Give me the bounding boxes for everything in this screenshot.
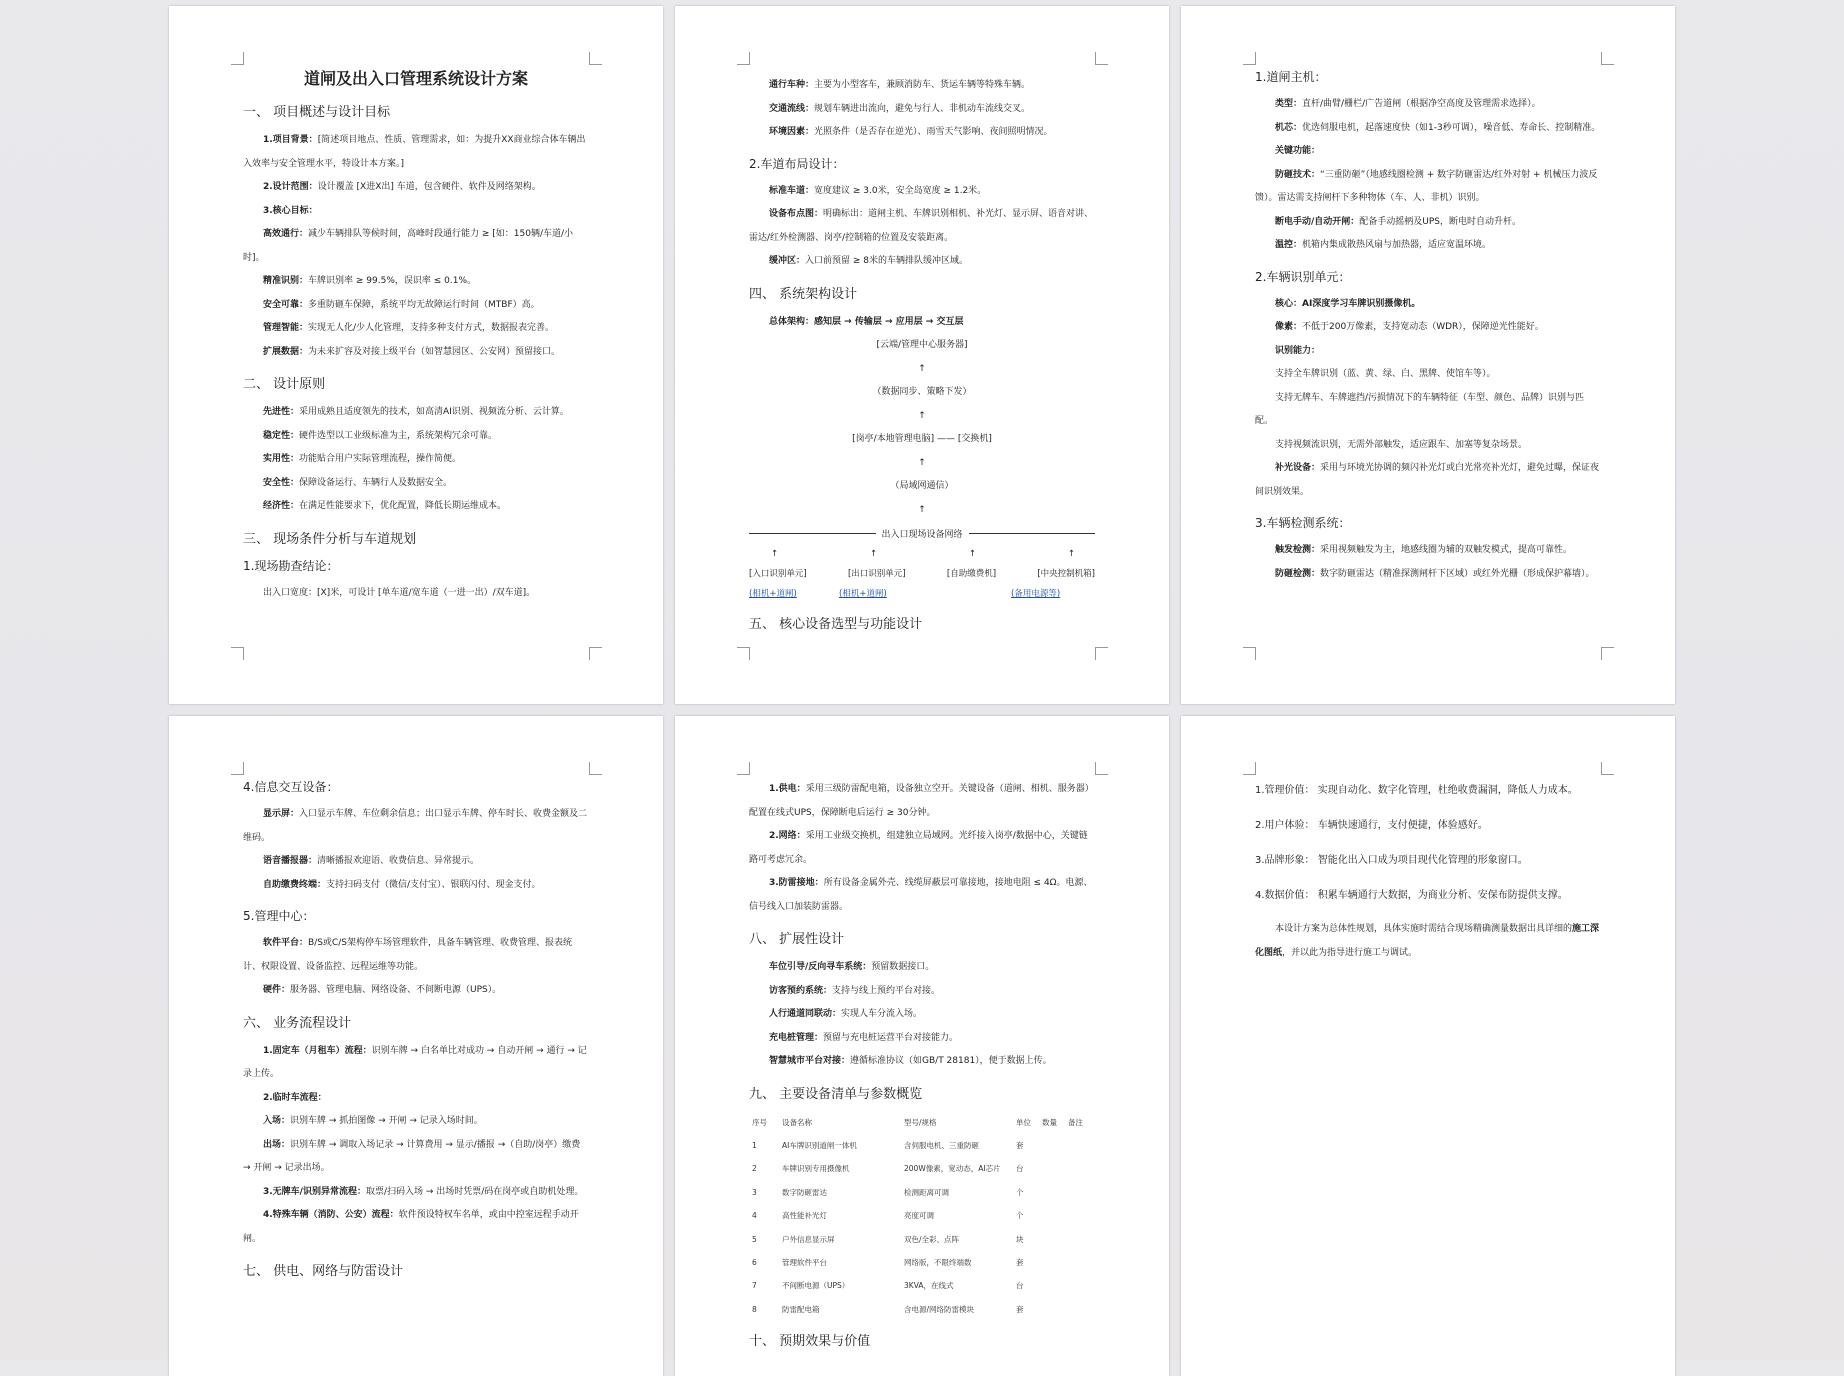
table-row [749, 1204, 1095, 1227]
control-cabinet-unit[interactable]: [中央控制机箱] [1037, 569, 1095, 579]
arch-sync-label[interactable]: （数据同步、策略下发） [872, 387, 972, 397]
paragraph[interactable]: 通行车种：主要为小型客车，兼顾消防车、货运车辆等特殊车辆。 [769, 80, 1031, 90]
paragraph[interactable]: 3.无牌车/识别异常流程：取票/扫码入场 → 出场时凭票/码在岗亭或自助机处理。 [263, 1186, 584, 1197]
arch-sub-row [749, 584, 1095, 604]
margin-corner [231, 647, 244, 660]
paragraph[interactable]: 访客预约系统：支持与线上预约平台对接。 [769, 985, 941, 996]
margin-corner [1243, 762, 1256, 775]
table-cell[interactable] [1039, 1227, 1065, 1250]
paragraph[interactable]: 2.用户体验： 车辆快速通行，支付便捷，体验感好。 [1255, 820, 1488, 831]
margin-corner [1601, 52, 1614, 65]
section-heading[interactable]: 八、 扩展性设计 [749, 932, 845, 947]
paragraph[interactable]: 机芯：优选伺服电机，起落速度快（如1-3秒可调），噪音低、寿命长、控制精准。 [1275, 122, 1601, 133]
table-cell[interactable]: 5 [752, 1234, 757, 1244]
table-cell[interactable] [1039, 1251, 1065, 1274]
paragraph[interactable]: 缓冲区：入口前预留 ≥ 8米的车辆排队缓冲区域。 [769, 256, 969, 266]
table-row [749, 1227, 1095, 1250]
table-cell[interactable]: 网络版，不限终端数 [904, 1258, 972, 1268]
table-cell[interactable]: 含伺服电机、三重防砸 [904, 1141, 979, 1151]
paragraph[interactable]: 像素：不低于200万像素，支持宽动态（WDR），保障逆光性能好。 [1275, 322, 1544, 332]
paragraph[interactable]: 经济性：在满足性能要求下，优化配置，降低长期运维成本。 [263, 501, 507, 511]
paragraph[interactable]: 3.品牌形象： 智能化出入口成为项目现代化管理的形象窗口。 [1255, 855, 1528, 866]
section-heading[interactable]: 七、 供电、网络与防雷设计 [243, 1264, 404, 1279]
arch-units-row [749, 564, 1095, 584]
control-cabinet-detail[interactable]: (备用电源等) [1011, 589, 1061, 599]
table-cell[interactable]: 3 [752, 1187, 757, 1197]
table-header[interactable]: 序号 [752, 1117, 767, 1127]
paragraph[interactable]: 温控：机箱内集成散热风扇与加热器，适应宽温环境。 [1275, 240, 1492, 250]
margin-corner [1601, 762, 1614, 775]
paragraph[interactable]: 类型：直杆/曲臂/栅栏/广告道闸（根据净空高度及管理需求选择）。 [1275, 99, 1541, 109]
paragraph[interactable]: 支持无牌车、车牌遮挡/污损情况下的车辆特征（车型、颜色、品牌）识别与匹配。 [1255, 392, 1585, 426]
equipment-table [749, 1111, 1095, 1322]
section-heading[interactable]: 五、 核心设备选型与功能设计 [749, 617, 923, 632]
margin-corner [589, 762, 602, 775]
paragraph[interactable]: 人行通道同联动：实现人车分流入场。 [769, 1009, 923, 1019]
table-header[interactable]: 单位 [1016, 1117, 1031, 1127]
margin-corner [737, 762, 750, 775]
section-heading[interactable]: 二、 设计原则 [243, 377, 326, 392]
table-cell[interactable] [1065, 1157, 1095, 1180]
table-cell[interactable]: 4 [752, 1211, 757, 1221]
arch-network-line [749, 522, 1095, 544]
arch-network-label[interactable]: 出入口现场设备网络 [881, 529, 963, 540]
document-page-3 [1181, 6, 1675, 704]
table-cell[interactable]: 高性能补光灯 [782, 1211, 827, 1221]
arch-booth-switch[interactable]: [岗亭/本地管理电脑] —— [交换机] [852, 434, 992, 444]
table-cell[interactable] [1065, 1181, 1095, 1204]
table-cell[interactable]: 数字防砸雷达 [782, 1187, 827, 1197]
kiosk-unit[interactable]: [自助缴费机] [946, 569, 997, 579]
table-cell[interactable] [1065, 1298, 1095, 1321]
margin-corner [737, 647, 750, 660]
table-cell[interactable]: AI车牌识别道闸一体机 [782, 1141, 857, 1151]
paragraph[interactable]: 扩展数据：为未来扩容及对接上级平台（如智慧园区、公安网）预留接口。 [263, 346, 561, 357]
paragraph[interactable]: 2.设计范围：设计覆盖 [X进X出] 车道，包含硬件、软件及网络架构。 [263, 182, 541, 192]
table-cell[interactable]: 套 [1016, 1304, 1024, 1314]
table-cell[interactable] [1039, 1134, 1065, 1157]
table-cell[interactable] [1039, 1181, 1065, 1204]
table-cell[interactable]: 检测距离可调 [904, 1187, 949, 1197]
paragraph[interactable]: 车位引导/反向寻车系统：预留数据接口。 [769, 962, 935, 972]
arch-arrow: ↑ [918, 504, 926, 515]
table-cell[interactable] [1065, 1274, 1095, 1297]
entry-unit-detail[interactable]: (相机+道闸) [749, 589, 797, 599]
entry-unit[interactable]: [入口识别单元] [749, 569, 807, 579]
paragraph[interactable]: 核心：AI深度学习车牌识别摄像机。 [1275, 298, 1421, 309]
table-cell[interactable]: 套 [1016, 1258, 1024, 1268]
paragraph[interactable]: 1.管理价值： 实现自动化、数字化管理，杜绝收费漏洞，降低人力成本。 [1255, 785, 1578, 796]
table-header[interactable]: 型号/规格 [904, 1117, 937, 1127]
margin-corner [589, 52, 602, 65]
paragraph[interactable]: 识别能力： [1275, 345, 1321, 356]
paragraph[interactable]: 管理智能：实现无人化/少人化管理，支持多种支付方式，数据报表完善。 [263, 323, 555, 333]
table-cell[interactable]: 7 [752, 1281, 757, 1291]
arch-arrow: ↑ [918, 457, 926, 468]
subsection-heading[interactable]: 1.道闸主机： [1255, 70, 1327, 84]
table-cell[interactable]: 防雷配电箱 [782, 1304, 820, 1314]
table-cell[interactable]: 车牌识别专用摄像机 [782, 1164, 850, 1174]
paragraph[interactable]: 安全性：保障设备运行、车辆行人及数据安全。 [263, 477, 453, 488]
arch-lan-label[interactable]: （局域网通信） [890, 481, 954, 491]
table-row [749, 1274, 1095, 1297]
paragraph[interactable]: 补光设备：采用与环境光协调的频闪补光灯或白光常亮补光灯，避免过曝，保证夜间识别效果。 [1255, 463, 1600, 497]
table-header[interactable]: 设备名称 [782, 1117, 812, 1127]
margin-corner [231, 52, 244, 65]
margin-corner [1601, 647, 1614, 660]
arch-cloud-server[interactable]: [云端/管理中心服务器] [876, 340, 968, 350]
table-row [749, 1181, 1095, 1204]
subsection-heading[interactable]: 5.管理中心： [243, 909, 315, 923]
paragraph[interactable]: 4.数据价值： 积累车辆通行大数据，为商业分析、安保布防提供支撑。 [1255, 890, 1568, 901]
table-cell[interactable] [1065, 1134, 1095, 1157]
paragraph[interactable]: 总体架构：感知层 → 传输层 → 应用层 → 交互层 [769, 316, 964, 327]
paragraph[interactable]: 标准车道：宽度建议 ≥ 3.0米，安全岛宽度 ≥ 1.2米。 [769, 185, 987, 196]
table-cell[interactable] [1065, 1227, 1095, 1250]
table-cell[interactable] [1065, 1204, 1095, 1227]
margin-corner [737, 52, 750, 65]
paragraph[interactable]: 1.供电：采用三级防雷配电箱，设备独立空开。关键设备（道闸、相机、服务器）配置在线式UPS，保障断电后运行 ≥ 30分钟。 [749, 784, 1094, 818]
margin-corner [231, 762, 244, 775]
paragraph[interactable]: 自助缴费终端：支持扫码支付（微信/支付宝）、银联闪付、现金支付。 [263, 879, 541, 890]
table-cell[interactable]: 2 [752, 1164, 757, 1174]
paragraph[interactable]: 软件平台：B/S或C/S架构停车场管理软件，具备车辆管理、收费管理、报表统计、权限设置、设备监控、远程运维等功能。 [243, 938, 572, 972]
document-page-5 [675, 716, 1169, 1376]
paragraph[interactable]: 1.固定车（月租车）流程：识别车牌 → 白名单比对成功 → 自动开闸 → 通行 → 记录上传。 [243, 1045, 587, 1079]
paragraph[interactable]: 实用性：功能贴合用户实际管理流程，操作简便。 [263, 454, 462, 464]
table-cell[interactable]: 3KVA，在线式 [904, 1281, 954, 1291]
section-heading[interactable]: 三、 现场条件分析与车道规划 [243, 531, 417, 547]
paragraph[interactable]: 防砸技术：“三重防砸”（地感线圈检测 + 数字防砸雷达/红外对射 + 机械压力波反馈）。雷达需支持闸杆下多种物体（车、人、非机）识别。 [1255, 169, 1598, 203]
paragraph[interactable]: 支持视频流识别，无需外部触发，适应跟车、加塞等复杂场景。 [1275, 439, 1528, 450]
table-header-row [749, 1111, 1095, 1134]
subsection-heading[interactable]: 2.车辆识别单元： [1255, 269, 1351, 284]
section-heading[interactable]: 六、 业务流程设计 [243, 1015, 352, 1031]
table-cell[interactable]: 含电源/网络防雷模块 [904, 1304, 975, 1314]
arch-arrows-row: ↑ ↑ ↑ ↑ [771, 549, 1075, 559]
paragraph[interactable]: 显示屏：入口显示车牌、车位剩余信息；出口显示车牌、停车时长、收费金额及二维码。 [243, 809, 588, 843]
table-cell[interactable]: 块 [1016, 1234, 1024, 1244]
table-cell[interactable]: 双色/全彩、点阵 [904, 1234, 960, 1244]
paragraph[interactable]: 稳定性：硬件选型以工业级标准为主，系统架构冗余可靠。 [263, 430, 498, 441]
table-header[interactable]: 数量 [1042, 1117, 1057, 1127]
paragraph[interactable]: 出入口宽度：[X]米，可设计 [单车道/宽车道（一进一出）/双车道]。 [263, 587, 536, 598]
exit-unit-detail[interactable]: (相机+道闸) [839, 589, 887, 599]
table-cell[interactable]: 台 [1016, 1164, 1024, 1174]
paragraph[interactable]: 安全可靠：多重防砸车保障，系统平均无故障运行时间（MTBF）高。 [263, 299, 540, 310]
table-cell[interactable]: 个 [1016, 1211, 1024, 1221]
section-heading[interactable]: 一、 项目概述与设计目标 [243, 105, 391, 120]
paragraph[interactable]: 断电手动/自动开闸：配备手动摇柄及UPS，断电时自动升杆。 [1275, 216, 1522, 227]
margin-corner [1095, 52, 1108, 65]
exit-unit[interactable]: [出口识别单元] [847, 569, 906, 579]
document-page-2 [675, 6, 1169, 704]
paragraph[interactable]: 交通流线：规划车辆进出流向，避免与行人、非机动车流线交叉。 [769, 103, 1031, 114]
document-page-6 [1181, 716, 1675, 1376]
margin-corner [1243, 647, 1256, 660]
table-cell[interactable]: 个 [1016, 1187, 1024, 1197]
paragraph[interactable]: 2.临时车流程： [263, 1092, 327, 1103]
table-cell[interactable]: 6 [752, 1258, 757, 1268]
document-title[interactable]: 道闸及出入口管理系统设计方案 [303, 69, 528, 88]
margin-corner [589, 647, 602, 660]
paragraph[interactable]: 智慧城市平台对接：遵循标准协议（如GB/T 28181），便于数据上传。 [769, 1056, 1052, 1066]
subsection-heading[interactable]: 3.车辆检测系统： [1255, 516, 1351, 530]
paragraph[interactable]: 防砸检测：数字防砸雷达（精准探测闸杆下区域）或红外光栅（形成保护幕墙）。 [1275, 568, 1595, 579]
subsection-heading[interactable]: 1.现场勘查结论： [243, 558, 339, 573]
section-heading[interactable]: 十、 预期效果与价值 [749, 1334, 871, 1350]
table-cell[interactable]: 1 [752, 1141, 757, 1151]
closing-paragraph[interactable]: 本设计方案为总体性规划，具体实施时需结合现场精确测量数据出具详细的施工深化图纸，并以此为指导进行施工与调试。 [1255, 924, 1600, 958]
arch-arrow: ↑ [918, 410, 926, 421]
paragraph[interactable]: 支持全车牌识别（蓝、黄、绿、白、黑牌、使馆车等）。 [1275, 369, 1496, 379]
table-row [749, 1134, 1095, 1157]
paragraph[interactable]: 2.网络：采用工业级交换机，组建独立局域网。光纤接入岗亭/数据中心，关键链路可考虑冗余。 [749, 831, 1088, 865]
table-cell[interactable]: 套 [1016, 1141, 1024, 1151]
document-page-4 [169, 716, 663, 1376]
table-cell[interactable]: 8 [752, 1304, 757, 1314]
paragraph[interactable]: 精准识别：车牌识别率 ≥ 99.5%，误识率 ≤ 0.1%。 [263, 276, 476, 286]
table-cell[interactable]: 不间断电源（UPS） [782, 1281, 850, 1291]
subsection-heading[interactable]: 4.信息交互设备： [243, 780, 339, 794]
section-heading[interactable]: 九、 主要设备清单与参数概览 [749, 1086, 923, 1102]
table-cell[interactable] [1039, 1274, 1065, 1297]
table-row [749, 1298, 1095, 1321]
paragraph[interactable]: 出场：识别车牌 → 调取入场记录 → 计算费用 → 显示/播报 →（自助/岗亭）缴费 → 开闸 → 记录出场。 [243, 1139, 581, 1173]
paragraph[interactable]: 3.核心目标： [263, 205, 318, 216]
table-row [749, 1157, 1095, 1180]
paragraph[interactable]: 环境因素：光照条件（是否存在逆光）、雨雪天气影响、夜间照明情况。 [769, 127, 1053, 137]
paragraph[interactable]: 充电桩管理：预留与充电桩运营平台对接能力。 [769, 1032, 959, 1043]
paragraph[interactable]: 1.项目背景：[简述项目地点、性质、管理需求，如：为提升XX商业综合体车辆出入效率与安全管理水平，特设计本方案。] [243, 135, 586, 169]
margin-corner [1095, 647, 1108, 660]
section-heading[interactable]: 四、 系统架构设计 [749, 286, 858, 302]
document-page-1 [169, 6, 663, 704]
subsection-heading[interactable]: 2.车道布局设计： [749, 156, 845, 171]
table-row [749, 1251, 1095, 1274]
paragraph[interactable]: 触发检测：采用视频触发为主，地感线圈为辅的双触发模式，提高可靠性。 [1275, 545, 1573, 555]
table-cell[interactable] [1039, 1157, 1065, 1180]
table-header[interactable]: 备注 [1068, 1117, 1083, 1127]
paragraph[interactable]: 设备布点图：明确标出：道闸主机、车牌识别相机、补光灯、显示屏、语音对讲、雷达/红外检测器、岗亭/控制箱的位置及安装距离。 [749, 209, 1094, 243]
table-cell[interactable] [1065, 1251, 1095, 1274]
paragraph[interactable]: 硬件：服务器、管理电脑、网络设备、不间断电源（UPS）。 [263, 985, 502, 995]
paragraph[interactable]: 语音播报器：清晰播报欢迎语、收费信息、异常提示。 [263, 856, 480, 866]
paragraph[interactable]: 入场：识别车牌 → 抓拍图像 → 开闸 → 记录入场时间。 [263, 1116, 483, 1126]
table-cell[interactable]: 管理软件平台 [782, 1258, 827, 1268]
table-cell[interactable] [1039, 1298, 1065, 1321]
paragraph[interactable]: 4.特殊车辆（消防、公安）流程：软件预设特权车名单，或由中控室远程手动开闸。 [243, 1210, 579, 1244]
arch-arrow: ↑ [918, 363, 926, 374]
paragraph[interactable]: 3.防雷接地：所有设备金属外壳、线缆屏蔽层可靠接地，接地电阻 ≤ 4Ω。电源、信号线入口加装防雷器。 [749, 878, 1093, 912]
paragraph[interactable]: 高效通行：减少车辆排队等候时间，高峰时段通行能力 ≥ [如：150辆/车道/小时]。 [243, 229, 574, 263]
table-cell[interactable]: 台 [1016, 1281, 1024, 1291]
margin-corner [1095, 762, 1108, 775]
table-cell[interactable]: 200W像素，宽动态，AI芯片 [904, 1164, 1001, 1174]
paragraph[interactable]: 先进性：采用成熟且适度领先的技术，如高清AI识别、视频流分析、云计算。 [263, 407, 569, 417]
paragraph[interactable]: 关键功能： [1275, 146, 1321, 156]
margin-corner [1243, 52, 1256, 65]
table-cell[interactable]: 亮度可调 [904, 1211, 934, 1221]
table-cell[interactable] [1039, 1204, 1065, 1227]
table-cell[interactable]: 户外信息显示屏 [782, 1234, 835, 1244]
